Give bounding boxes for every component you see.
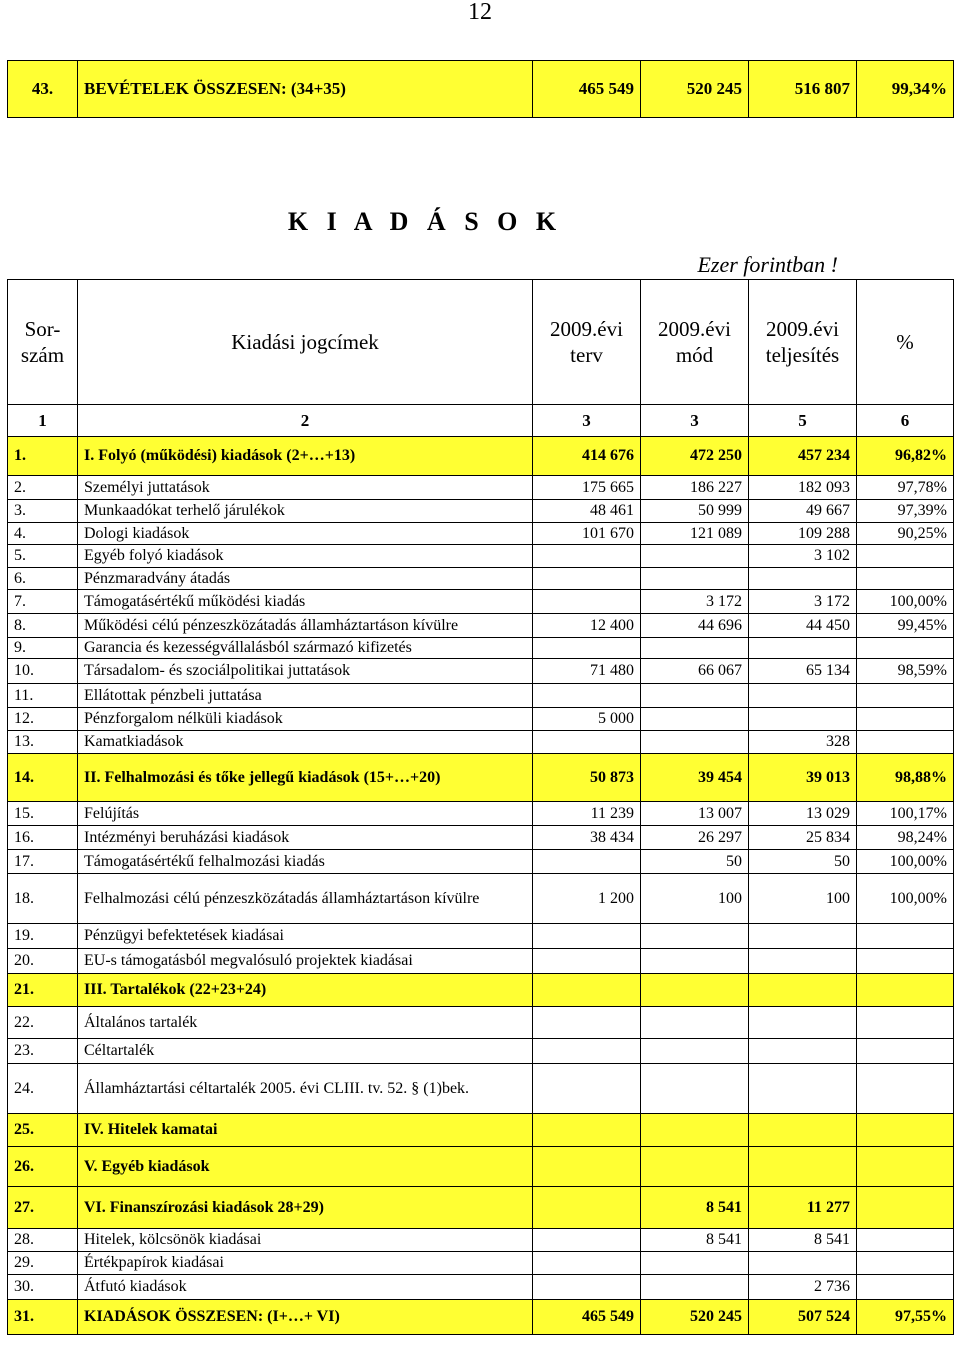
- row-label: Támogatásértékű felhalmozási kiadás: [78, 850, 533, 874]
- row-label: III. Tartalékok (22+23+24): [78, 974, 533, 1007]
- header-actual: 2009.évi teljesítés: [749, 280, 857, 405]
- actual-value: 3 102: [749, 545, 857, 568]
- modified-value: 8 541: [641, 1187, 749, 1229]
- table-row: [8, 924, 954, 949]
- modified-value: 66 067: [641, 659, 749, 684]
- row-label: Értékpapírok kiadásai: [78, 1252, 533, 1275]
- plan-value: [533, 1064, 641, 1114]
- revenue-total-table: [7, 60, 954, 118]
- actual-value: [749, 1252, 857, 1275]
- row-number: 24.: [8, 1064, 78, 1114]
- table-row: [8, 1114, 954, 1147]
- percent-value: 97,39%: [857, 500, 954, 523]
- modified-value: 186 227: [641, 476, 749, 500]
- modified-value: 520 245: [641, 1300, 749, 1335]
- header-plan: 2009.évi terv: [533, 280, 641, 405]
- modified-value: 520 245: [641, 61, 749, 118]
- modified-value: 50 999: [641, 500, 749, 523]
- actual-value: [749, 1064, 857, 1114]
- plan-value: 12 400: [533, 614, 641, 638]
- row-number: 8.: [8, 614, 78, 638]
- actual-value: 13 029: [749, 802, 857, 826]
- row-number: 43.: [8, 61, 78, 118]
- actual-value: [749, 924, 857, 949]
- plan-value: 5 000: [533, 708, 641, 731]
- table-row: [8, 802, 954, 826]
- row-number: 12.: [8, 708, 78, 731]
- modified-value: [641, 974, 749, 1007]
- modified-value: 472 250: [641, 437, 749, 476]
- actual-value: [749, 1039, 857, 1064]
- row-label: BEVÉTELEK ÖSSZESEN: (34+35): [78, 61, 533, 118]
- actual-value: [749, 638, 857, 659]
- modified-value: [641, 708, 749, 731]
- modified-value: 39 454: [641, 754, 749, 802]
- modified-value: [641, 1039, 749, 1064]
- actual-value: [749, 1007, 857, 1039]
- header-percent: %: [857, 280, 954, 405]
- row-number: 27.: [8, 1187, 78, 1229]
- row-label: Pénzmaradvány átadás: [78, 568, 533, 590]
- plan-value: [533, 590, 641, 614]
- modified-value: 100: [641, 874, 749, 924]
- plan-value: 101 670: [533, 523, 641, 545]
- modified-value: 44 696: [641, 614, 749, 638]
- percent-value: [857, 1229, 954, 1252]
- percent-value: 98,24%: [857, 826, 954, 850]
- row-number: 26.: [8, 1147, 78, 1187]
- table-row: [8, 708, 954, 731]
- expenditure-table: [7, 279, 954, 1335]
- actual-value: 109 288: [749, 523, 857, 545]
- plan-value: 48 461: [533, 500, 641, 523]
- percent-value: 100,00%: [857, 874, 954, 924]
- row-number: 1.: [8, 437, 78, 476]
- row-number: 11.: [8, 684, 78, 708]
- plan-value: [533, 924, 641, 949]
- column-number: 3: [533, 405, 641, 437]
- percent-value: [857, 731, 954, 754]
- percent-value: [857, 684, 954, 708]
- row-label: Hitelek, kölcsönök kiadásai: [78, 1229, 533, 1252]
- plan-value: 38 434: [533, 826, 641, 850]
- row-label: Garancia és kezességvállalásból származó kifizetés: [78, 638, 533, 659]
- header-modified: 2009.évi mód: [641, 280, 749, 405]
- percent-value: [857, 1275, 954, 1300]
- table-row: [8, 1039, 954, 1064]
- table-row: [8, 874, 954, 924]
- actual-value: 182 093: [749, 476, 857, 500]
- row-label: Dologi kiadások: [78, 523, 533, 545]
- actual-value: 49 667: [749, 500, 857, 523]
- actual-value: 457 234: [749, 437, 857, 476]
- actual-value: 516 807: [749, 61, 857, 118]
- table-row: [8, 500, 954, 523]
- actual-value: 50: [749, 850, 857, 874]
- table-row: [8, 476, 954, 500]
- plan-value: 50 873: [533, 754, 641, 802]
- table-row: [8, 659, 954, 684]
- plan-value: 465 549: [533, 1300, 641, 1335]
- row-label: Államháztartási céltartalék 2005. évi CLIII. tv. 52. § (1)bek.: [78, 1064, 533, 1114]
- table-row: [8, 1064, 954, 1114]
- row-label: Átfutó kiadások: [78, 1275, 533, 1300]
- actual-value: [749, 568, 857, 590]
- row-number: 30.: [8, 1275, 78, 1300]
- row-number: 28.: [8, 1229, 78, 1252]
- plan-value: [533, 1147, 641, 1187]
- modified-value: [641, 684, 749, 708]
- actual-value: 3 172: [749, 590, 857, 614]
- row-number: 23.: [8, 1039, 78, 1064]
- table-row: [8, 1229, 954, 1252]
- percent-value: 100,00%: [857, 590, 954, 614]
- table-row: [8, 437, 954, 476]
- modified-value: [641, 1114, 749, 1147]
- row-label: EU-s támogatásból megvalósuló projektek kiadásai: [78, 949, 533, 974]
- table-row: [8, 949, 954, 974]
- table-row: [8, 826, 954, 850]
- percent-value: [857, 1114, 954, 1147]
- modified-value: [641, 1252, 749, 1275]
- table-row: [8, 590, 954, 614]
- row-label: Munkaadókat terhelő járulékok: [78, 500, 533, 523]
- row-number: 4.: [8, 523, 78, 545]
- row-number: 17.: [8, 850, 78, 874]
- unit-note: Ezer forintban !: [697, 252, 838, 277]
- actual-value: 25 834: [749, 826, 857, 850]
- row-label: Felhalmozási célú pénzeszközátadás államháztartáson kívülre: [78, 874, 533, 924]
- percent-value: [857, 1064, 954, 1114]
- actual-value: [749, 708, 857, 731]
- row-label: IV. Hitelek kamatai: [78, 1114, 533, 1147]
- plan-value: [533, 1229, 641, 1252]
- actual-value: 2 736: [749, 1275, 857, 1300]
- row-label: Kamatkiadások: [78, 731, 533, 754]
- row-number: 20.: [8, 949, 78, 974]
- column-number: 5: [749, 405, 857, 437]
- modified-value: 121 089: [641, 523, 749, 545]
- percent-value: [857, 1039, 954, 1064]
- percent-value: 97,78%: [857, 476, 954, 500]
- column-number: 3: [641, 405, 749, 437]
- table-row: [8, 974, 954, 1007]
- percent-value: 100,00%: [857, 850, 954, 874]
- row-label: Működési célú pénzeszközátadás államháztartáson kívülre: [78, 614, 533, 638]
- plan-value: 465 549: [533, 61, 641, 118]
- modified-value: [641, 545, 749, 568]
- plan-value: 414 676: [533, 437, 641, 476]
- header-title: Kiadási jogcímek: [78, 280, 533, 405]
- modified-value: [641, 568, 749, 590]
- row-label: Felújítás: [78, 802, 533, 826]
- plan-value: [533, 1252, 641, 1275]
- percent-value: 96,82%: [857, 437, 954, 476]
- plan-value: [533, 949, 641, 974]
- row-number: 16.: [8, 826, 78, 850]
- row-number: 3.: [8, 500, 78, 523]
- table-row: [8, 684, 954, 708]
- plan-value: [533, 545, 641, 568]
- row-number: 25.: [8, 1114, 78, 1147]
- table-row: [8, 523, 954, 545]
- row-label: I. Folyó (működési) kiadások (2+…+13): [78, 437, 533, 476]
- table-row: [8, 568, 954, 590]
- row-label: KIADÁSOK ÖSSZESEN: (I+…+ VI): [78, 1300, 533, 1335]
- percent-value: [857, 924, 954, 949]
- percent-value: 99,34%: [857, 61, 954, 118]
- section-title: K I A D Á S O K: [287, 207, 563, 236]
- actual-value: 44 450: [749, 614, 857, 638]
- modified-value: [641, 1147, 749, 1187]
- row-number: 31.: [8, 1300, 78, 1335]
- row-number: 21.: [8, 974, 78, 1007]
- percent-value: 90,25%: [857, 523, 954, 545]
- actual-value: [749, 974, 857, 1007]
- header-row: [8, 280, 954, 405]
- row-number: 19.: [8, 924, 78, 949]
- plan-value: 11 239: [533, 802, 641, 826]
- plan-value: [533, 1039, 641, 1064]
- column-number: 6: [857, 405, 954, 437]
- percent-value: [857, 1147, 954, 1187]
- page-number: 12: [468, 0, 492, 25]
- table-row: [8, 1147, 954, 1187]
- header-serial: Sor-szám: [8, 280, 78, 405]
- plan-value: 175 665: [533, 476, 641, 500]
- row-number: 2.: [8, 476, 78, 500]
- table-row: [8, 1300, 954, 1335]
- modified-value: [641, 638, 749, 659]
- actual-value: 39 013: [749, 754, 857, 802]
- actual-value: 507 524: [749, 1300, 857, 1335]
- table-row: [8, 1252, 954, 1275]
- percent-value: 97,55%: [857, 1300, 954, 1335]
- modified-value: 50: [641, 850, 749, 874]
- percent-value: [857, 974, 954, 1007]
- modified-value: 13 007: [641, 802, 749, 826]
- modified-value: 3 172: [641, 590, 749, 614]
- percent-value: [857, 1007, 954, 1039]
- plan-value: [533, 638, 641, 659]
- modified-value: [641, 924, 749, 949]
- plan-value: [533, 684, 641, 708]
- actual-value: 328: [749, 731, 857, 754]
- plan-value: [533, 1187, 641, 1229]
- table-row: [8, 850, 954, 874]
- column-number: 1: [8, 405, 78, 437]
- row-number: 13.: [8, 731, 78, 754]
- table-row: [8, 545, 954, 568]
- row-number: 5.: [8, 545, 78, 568]
- row-label: Személyi juttatások: [78, 476, 533, 500]
- percent-value: 99,45%: [857, 614, 954, 638]
- row-label: VI. Finanszírozási kiadások 28+29): [78, 1187, 533, 1229]
- row-number: 18.: [8, 874, 78, 924]
- percent-value: [857, 568, 954, 590]
- modified-value: [641, 1064, 749, 1114]
- row-label: Pénzforgalom nélküli kiadások: [78, 708, 533, 731]
- row-label: II. Felhalmozási és tőke jellegű kiadások (15+…+20): [78, 754, 533, 802]
- percent-value: [857, 708, 954, 731]
- modified-value: [641, 949, 749, 974]
- row-number: 9.: [8, 638, 78, 659]
- row-number: 29.: [8, 1252, 78, 1275]
- modified-value: [641, 1007, 749, 1039]
- row-label: Ellátottak pénzbeli juttatása: [78, 684, 533, 708]
- plan-value: 71 480: [533, 659, 641, 684]
- column-number: 2: [78, 405, 533, 437]
- modified-value: [641, 1275, 749, 1300]
- row-number: 14.: [8, 754, 78, 802]
- row-number: 6.: [8, 568, 78, 590]
- actual-value: 100: [749, 874, 857, 924]
- percent-value: [857, 949, 954, 974]
- table-row: [8, 1187, 954, 1229]
- modified-value: [641, 731, 749, 754]
- percent-value: [857, 545, 954, 568]
- row-label: Társadalom- és szociálpolitikai juttatások: [78, 659, 533, 684]
- actual-value: [749, 949, 857, 974]
- actual-value: [749, 1147, 857, 1187]
- row-label: Támogatásértékű működési kiadás: [78, 590, 533, 614]
- row-label: Céltartalék: [78, 1039, 533, 1064]
- modified-value: 26 297: [641, 826, 749, 850]
- plan-value: [533, 974, 641, 1007]
- table-row: [8, 754, 954, 802]
- table-row: [8, 731, 954, 754]
- table-row: [8, 1007, 954, 1039]
- row-number: 10.: [8, 659, 78, 684]
- plan-value: [533, 568, 641, 590]
- plan-value: [533, 1275, 641, 1300]
- modified-value: 8 541: [641, 1229, 749, 1252]
- plan-value: 1 200: [533, 874, 641, 924]
- percent-value: [857, 638, 954, 659]
- actual-value: 8 541: [749, 1229, 857, 1252]
- row-label: V. Egyéb kiadások: [78, 1147, 533, 1187]
- plan-value: [533, 731, 641, 754]
- row-number: 7.: [8, 590, 78, 614]
- column-number-row: [8, 405, 954, 437]
- actual-value: 11 277: [749, 1187, 857, 1229]
- plan-value: [533, 1007, 641, 1039]
- plan-value: [533, 850, 641, 874]
- percent-value: 98,59%: [857, 659, 954, 684]
- table-row: [8, 1275, 954, 1300]
- percent-value: 98,88%: [857, 754, 954, 802]
- row-label: Intézményi beruházási kiadások: [78, 826, 533, 850]
- percent-value: [857, 1187, 954, 1229]
- revenue-total-row: [8, 61, 954, 118]
- row-number: 22.: [8, 1007, 78, 1039]
- row-number: 15.: [8, 802, 78, 826]
- percent-value: [857, 1252, 954, 1275]
- plan-value: [533, 1114, 641, 1147]
- row-label: Egyéb folyó kiadások: [78, 545, 533, 568]
- table-row: [8, 638, 954, 659]
- actual-value: [749, 1114, 857, 1147]
- actual-value: 65 134: [749, 659, 857, 684]
- percent-value: 100,17%: [857, 802, 954, 826]
- row-label: Általános tartalék: [78, 1007, 533, 1039]
- row-label: Pénzügyi befektetések kiadásai: [78, 924, 533, 949]
- table-row: [8, 614, 954, 638]
- actual-value: [749, 684, 857, 708]
